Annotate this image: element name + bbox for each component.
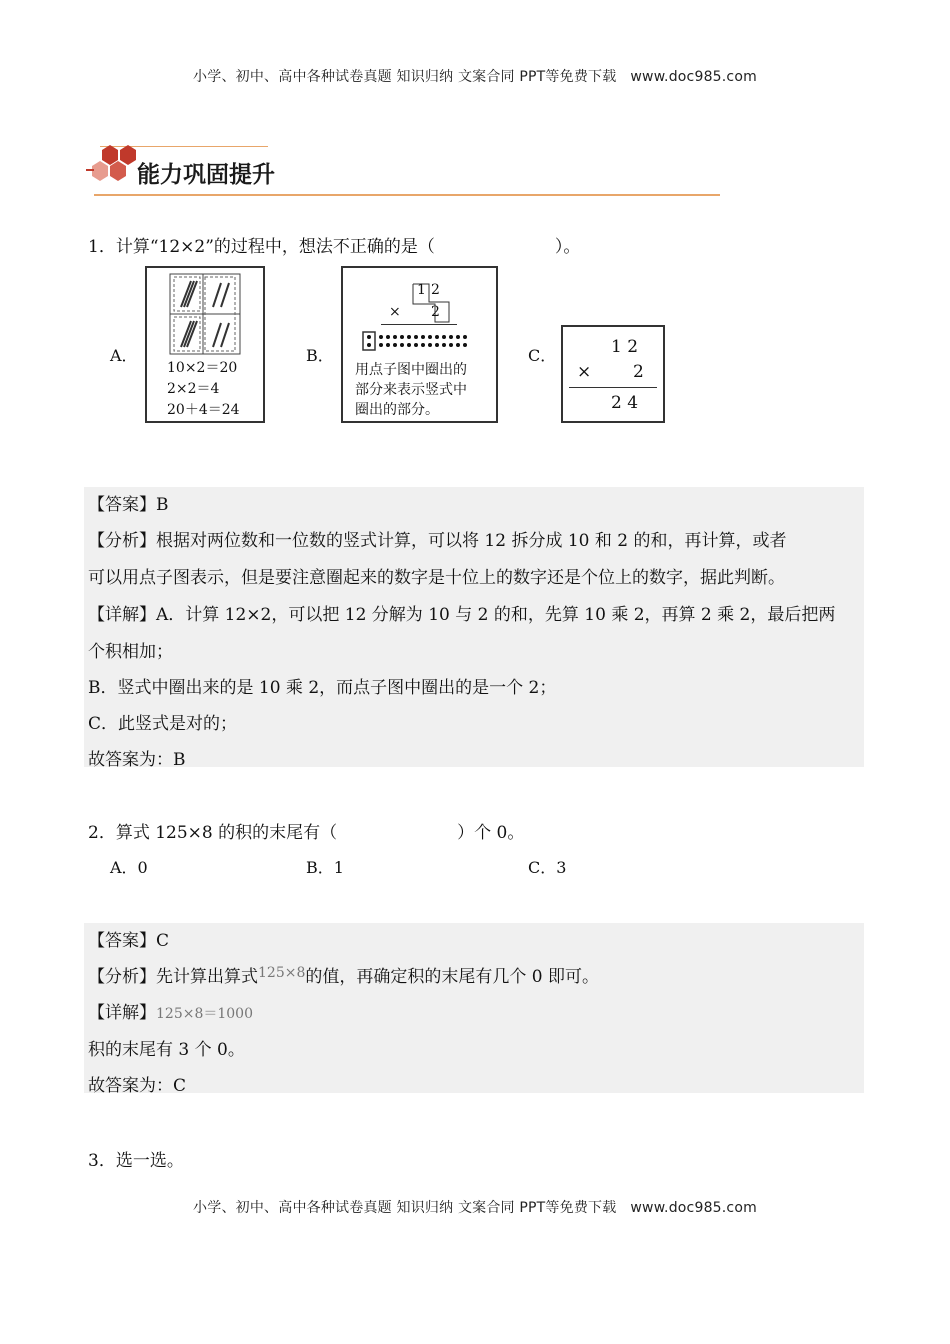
stick-bundle-icon [169, 273, 241, 355]
dot-array-icon [361, 330, 473, 352]
option-a-line-2: 2×2＝4 [167, 381, 220, 397]
q1-option-c-figure[interactable] [561, 325, 665, 423]
q3-stem: 3．选一选。 [88, 1151, 184, 1171]
answer-2-detail-formula: 125×8＝1000 [156, 1006, 253, 1022]
option-c-rule [569, 387, 657, 388]
footer-text: 小学、初中、高中各种试卷真题 知识归纳 文案合同 PPT等免费下载 [193, 1200, 617, 1216]
option-a-line-1: 10×2＝20 [167, 360, 238, 376]
option-b-digit-1: 1 [417, 282, 426, 298]
circled-digits-icon [403, 282, 453, 324]
option-c-multiplicand: 1 2 [611, 337, 639, 357]
option-c-multiplier: 2 [633, 362, 644, 382]
q1-option-a-label: A． [110, 346, 138, 365]
q2-option-b[interactable]: B．1 [306, 858, 344, 877]
option-b-digit-3: 2 [431, 304, 440, 320]
answer-1-analysis-2: 可以用点子图表示，但是要注意圈起来的数字是十位上的数字还是个位上的数字，据此判断。 [88, 568, 785, 588]
answer-2-analysis: 【分析】先计算出算式$^{125\times 8}$的值，再确定积的末尾有几个 0 即可。 [88, 965, 599, 987]
answer-2-detail: 【详解】125×8＝1000 [88, 1003, 253, 1023]
q1-option-a-figure[interactable] [145, 266, 265, 423]
banner-bottom-line [94, 194, 720, 196]
answer-2-detail-2: 积的末尾有 3 个 0。 [88, 1040, 245, 1060]
option-c-times: × [577, 362, 592, 382]
answer-1-conclusion: 故答案为：B [88, 750, 186, 770]
page-footer [0, 1197, 950, 1217]
option-b-rule [381, 324, 457, 325]
answer-2-conclusion: 故答案为：C [88, 1076, 187, 1096]
answer-1-detail-4: C．此竖式是对的； [88, 714, 238, 734]
section-title: 能力巩固提升 [137, 162, 275, 188]
q1-option-b-label: B． [306, 346, 334, 365]
answer-1-analysis-1: 【分析】根据对两位数和一位数的竖式计算，可以将 12 拆分成 10 和 2 的和，再计算，或者 [88, 531, 787, 551]
option-c-result: 2 4 [611, 393, 639, 413]
answer-1-detail-1: 【详解】A．计算 12×2，可以把 12 分解为 10 与 2 的和，先算 10 乘 2，再算 2 乘 2，最后把两 [88, 605, 836, 625]
q1-stem: 1．计算“12×2”的过程中，想法不正确的是（ ）。 [88, 237, 581, 257]
header-url[interactable]: www.doc985.com [630, 69, 757, 85]
option-a-line-3: 20＋4＝24 [167, 402, 240, 418]
option-b-digit-2: 2 [431, 282, 440, 298]
answer-2-analysis-formula: 125×8 [258, 965, 306, 981]
option-b-text-2: 部分来表示竖式中 [355, 382, 467, 398]
answer-2-box [84, 923, 864, 1096]
page-header [0, 66, 950, 86]
q1-option-b-figure[interactable] [341, 266, 498, 423]
q2-stem: 2．算式 125×8 的积的末尾有（ ）个 0。 [88, 823, 525, 843]
q2-option-c[interactable]: C．3 [528, 858, 567, 877]
header-text: 小学、初中、高中各种试卷真题 知识归纳 文案合同 PPT等免费下载 [193, 69, 617, 85]
option-b-text-1: 用点子图中圈出的 [355, 362, 467, 378]
answer-1-detail-2: 个积相加； [88, 642, 173, 662]
option-b-times: × [389, 304, 401, 320]
answer-1-label: 【答案】B [88, 495, 169, 515]
answer-2-label: 【答案】C [88, 931, 170, 951]
footer-url[interactable]: www.doc985.com [630, 1200, 757, 1216]
q1-option-c-label: C． [528, 346, 557, 365]
option-b-text-3: 圈出的部分。 [355, 402, 439, 418]
hexagon-logo-icon [86, 140, 138, 196]
q2-option-a[interactable]: A．0 [110, 858, 148, 877]
answer-1-detail-3: B．竖式中圈出来的是 10 乘 2，而点子图中圈出的是一个 2； [88, 678, 557, 698]
answer-1-box [84, 487, 864, 770]
